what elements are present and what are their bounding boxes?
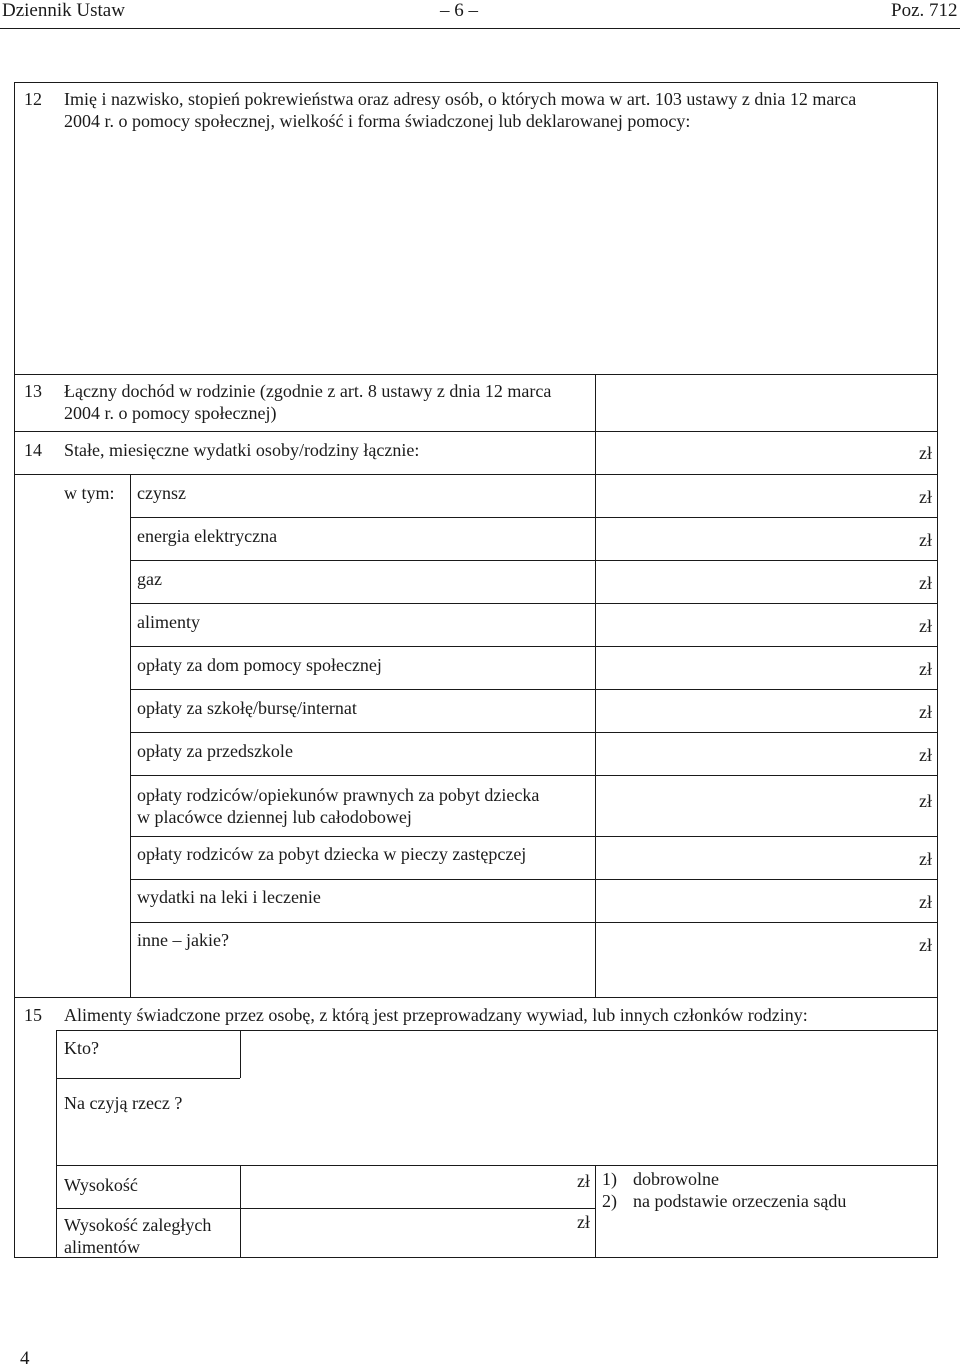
expense-item-label: alimenty xyxy=(137,612,200,632)
currency-label: zł xyxy=(919,702,932,722)
wysokosc-label: Wysokość xyxy=(64,1175,138,1195)
expense-item-label: opłaty za dom pomocy społecznej xyxy=(137,655,382,675)
header-rule xyxy=(0,28,960,29)
row-line xyxy=(130,603,938,604)
section15-text: Alimenty świadczone przez osobę, z którą jest przeprowadzany wywiad, lub innych członków rodziny: xyxy=(64,1005,808,1025)
currency-label: zł xyxy=(577,1212,590,1232)
table-right-border xyxy=(937,82,938,1258)
currency-label: zł xyxy=(919,443,932,463)
wysokosc-zaleglych-label: Wysokość zaległych xyxy=(64,1215,212,1235)
section12-text-line1: Imię i nazwisko, stopień pokrewieństwa oraz adresy osób, o których mowa w art. 103 ustawy z dnia 12 marca xyxy=(64,89,857,109)
row-line xyxy=(56,1165,938,1166)
section14-number: 14 xyxy=(24,440,42,460)
expense-item-label: inne – jakie? xyxy=(137,930,229,950)
currency-label: zł xyxy=(919,573,932,593)
currency-label: zł xyxy=(919,791,932,811)
row-line xyxy=(130,922,938,923)
row-line xyxy=(130,560,938,561)
kto-divider xyxy=(240,1030,241,1078)
expense-item-label: energia elektryczna xyxy=(137,526,278,546)
section13-number: 13 xyxy=(24,381,42,401)
row-line xyxy=(130,775,938,776)
header-page-number: – 6 – xyxy=(440,0,478,21)
row-line xyxy=(130,732,938,733)
wysokosc-zaleglych-label-line2: alimentów xyxy=(64,1237,140,1257)
row-line xyxy=(130,879,938,880)
expense-item-label: czynsz xyxy=(137,483,186,503)
expense-item-label: opłaty za szkołę/bursę/internat xyxy=(137,698,357,718)
row-line xyxy=(130,689,938,690)
w-tym-label: w tym: xyxy=(64,483,115,503)
section12-number: 12 xyxy=(24,89,42,109)
section12-text-line2: 2004 r. o pomocy społecznej, wielkość i forma świadczonej lub deklarowanej pomocy: xyxy=(64,111,691,131)
row-line xyxy=(56,1078,240,1079)
section13-text-line2: 2004 r. o pomocy społecznej) xyxy=(64,403,277,423)
section15-left-divider xyxy=(56,1030,57,1258)
value-column-divider-items xyxy=(595,474,596,997)
row-line xyxy=(130,646,938,647)
kto-label: Kto? xyxy=(64,1038,99,1058)
table-bottom-border xyxy=(14,1257,938,1258)
divider-13-14 xyxy=(14,431,938,432)
currency-label: zł xyxy=(919,530,932,550)
expense-item-label: gaz xyxy=(137,569,162,589)
header-position: Poz. 712 xyxy=(891,0,958,21)
expense-item-label: opłaty rodziców/opiekunów prawnych za pobyt dziecka xyxy=(137,785,540,805)
currency-label: zł xyxy=(919,659,932,679)
row-line xyxy=(130,517,938,518)
divider-12-13 xyxy=(14,374,938,375)
expense-item-label: opłaty rodziców za pobyt dziecka w pieczy zastępczej xyxy=(137,844,527,864)
table-top-border xyxy=(14,82,938,83)
w-tym-divider xyxy=(130,474,131,997)
option-number: 1) xyxy=(602,1169,617,1189)
divider-14-15 xyxy=(14,997,938,998)
value-column-divider-top xyxy=(595,374,596,474)
option-dobrowolne: dobrowolne xyxy=(633,1169,719,1189)
amount-divider-right xyxy=(595,1165,596,1258)
journal-title: Dziennik Ustaw xyxy=(2,0,125,21)
row-line xyxy=(56,1030,938,1031)
currency-label: zł xyxy=(919,487,932,507)
currency-label: zł xyxy=(919,935,932,955)
currency-label: zł xyxy=(919,892,932,912)
section14-text: Stałe, miesięczne wydatki osoby/rodziny łącznie: xyxy=(64,440,420,460)
row-line xyxy=(130,836,938,837)
option-orzeczenie-sadu: na podstawie orzeczenia sądu xyxy=(633,1191,847,1211)
na-czyja-rzecz-label: Na czyją rzecz ? xyxy=(64,1093,183,1113)
section15-number: 15 xyxy=(24,1005,42,1025)
expense-item-label: opłaty za przedszkole xyxy=(137,741,293,761)
expense-item-label-line2: w placówce dziennej lub całodobowej xyxy=(137,807,412,827)
currency-label: zł xyxy=(919,616,932,636)
amount-divider-left xyxy=(240,1165,241,1258)
currency-label: zł xyxy=(919,745,932,765)
expense-item-label: wydatki na leki i leczenie xyxy=(137,887,321,907)
currency-label: zł xyxy=(919,849,932,869)
footer-page-number: 4 xyxy=(20,1348,30,1369)
divider-14-items xyxy=(14,474,938,475)
row-line xyxy=(56,1208,595,1209)
currency-label: zł xyxy=(577,1171,590,1191)
table-left-border xyxy=(14,82,15,1258)
section13-text-line1: Łączny dochód w rodzinie (zgodnie z art. 8 ustawy z dnia 12 marca xyxy=(64,381,552,401)
option-number: 2) xyxy=(602,1191,617,1211)
